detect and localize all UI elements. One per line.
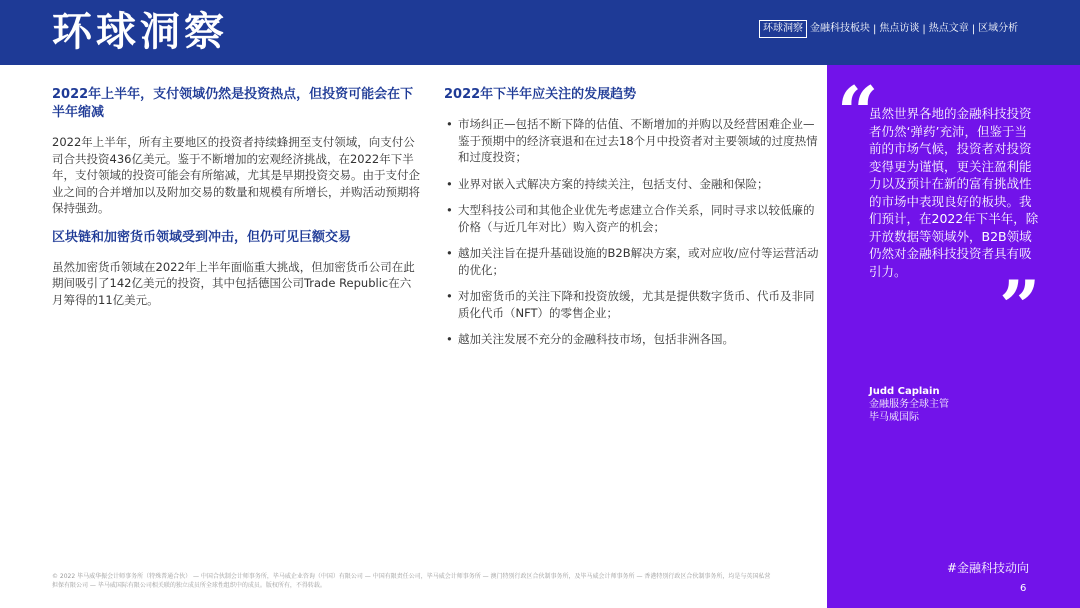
- nav-item-global-insight[interactable]: 环球洞察: [759, 20, 807, 38]
- open-quote-icon: “: [837, 70, 879, 155]
- payments-paragraph: 2022年上半年，所有主要地区的投资者持续蜂拥至支付领域，向支付公司合共投资436亿美元。鉴于不断增加的宏观经济挑战，在2022年下半年，支付领域的投资可能会有所缩减，尤其是早期投资交易。由于支付企业之间的合并增加以及附加交易的数量和规模有所增长，并购活动预期将保持强劲。: [52, 135, 420, 215]
- list-item: • 越加关注旨在提升基础设施的B2B解决方案，或对应收/应付等运营活动的优化；: [444, 245, 819, 278]
- middle-column: [444, 86, 819, 348]
- page-title: 环球洞察: [52, 9, 228, 55]
- list-item: • 市场纠正—包括不断下降的估值、不断增加的并购以及经营困难企业—鉴于预期中的经济衰退和在过去18个月中投资者对主要领域的过度热情和过度投资；: [444, 116, 819, 166]
- nav-separator: |: [922, 23, 926, 35]
- nav-separator: |: [971, 23, 976, 35]
- nav-item-hot-articles[interactable]: 热点文章: [928, 23, 969, 34]
- page-number: 6: [1020, 583, 1027, 594]
- nav-item-fintech-sector[interactable]: 金融科技板块: [810, 23, 870, 34]
- header-bar: [0, 0, 1080, 65]
- blockchain-paragraph: 虽然加密货币领域在2022年上半年面临重大挑战，但加密货币公司在此期间吸引了142亿美元的投资，其中包括德国公司Trade Republic在六月筹得的11亿美元。: [52, 259, 415, 307]
- author-role: 金融服务全球主管: [869, 399, 949, 410]
- author-org: 毕马威国际: [869, 412, 919, 423]
- quote-attribution: [869, 385, 949, 424]
- blockchain-heading: 区块链和加密货币领域受到冲击，但仍可见巨额交易: [52, 229, 352, 245]
- list-item: • 越加关注发展不充分的金融科技市场，包括非洲各国。: [444, 331, 819, 348]
- nav-item-regional-analysis[interactable]: 区域分析: [978, 23, 1019, 34]
- quote-text: 虽然世界各地的金融科技投资者仍然‘弹药’充沛，但鉴于当前的市场气候，投资者对投资变得更为谨慎，更关注盈利能力以及预计在新的富有挑战性的市场中表现良好的板块。我们预计，在2022年下半年，除开放数据等领域外，B2B领域仍然对金融科技投资者具有吸引力。: [869, 106, 1039, 279]
- list-item: • 业界对嵌入式解决方案的持续关注，包括支付、金融和保险；: [444, 176, 819, 193]
- quote-panel: [827, 65, 1080, 608]
- list-item: • 大型科技公司和其他企业优先考虑建立合作关系，同时寻求以较低廉的价格（与近几年对比）购入资产的机会；: [444, 202, 819, 235]
- hashtag: #金融科技动向: [947, 561, 1030, 575]
- nav-item-interviews[interactable]: 焦点访谈: [879, 23, 920, 34]
- legal-footer: © 2022 毕马威华振会计师事务所（特殊普通合伙） — 中国合伙制会计师事务所，毕马威企业咨询（中国）有限公司 — 中国有限责任公司，毕马威会计师事务所 — 澳门特别行政区合伙制事务所，及毕马威会计师事务所 — 香港特别行政区合伙制事务所，均是与英国私营担保有限公司 — 毕马威国际有限公司相关联的独立成员所全球性组织中的成员。版权所有，不得转载。: [52, 573, 771, 589]
- author-name: Judd Caplain: [869, 386, 940, 397]
- trends-heading: 2022年下半年应关注的发展趋势: [444, 87, 637, 102]
- list-item: • 对加密货币的关注下降和投资放缓，尤其是提供数字货币、代币及非同质化代币（NFT）的零售企业；: [444, 288, 819, 321]
- nav-separator: |: [873, 23, 877, 35]
- payments-heading: 2022年上半年，支付领域仍然是投资热点，但投资可能会在下半年缩减: [52, 87, 414, 120]
- trends-list: [444, 116, 819, 348]
- close-quote-icon: ”: [999, 264, 1041, 349]
- section-nav: [759, 20, 1021, 38]
- left-column: [52, 86, 422, 308]
